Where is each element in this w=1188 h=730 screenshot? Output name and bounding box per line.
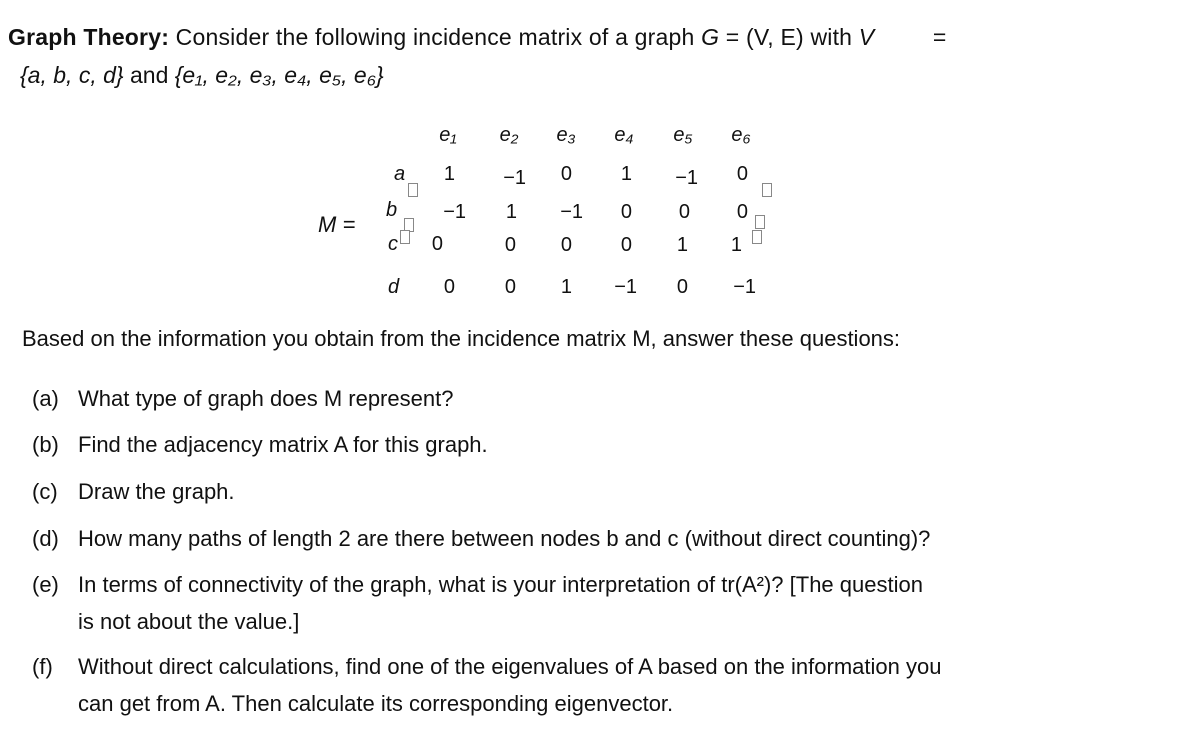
col-header-e5: e₅ [673,124,693,146]
missing-glyph-icon [755,215,765,229]
cell-b-e5: 0 [678,201,690,223]
intro-line-1 [8,18,947,56]
cell-d-e4: −1 [614,276,637,298]
cell-b-e6: 0 [736,201,748,223]
row-label-b: b [386,199,398,221]
intro-paragraph [8,18,947,94]
question-tag: (e) [32,572,59,597]
question-text: What type of graph does M represent? [78,386,454,411]
question-text: Draw the graph. [78,479,235,504]
row-label-d: d [388,276,400,298]
col-header-e3: e₃ [556,124,576,146]
question-tag: (f) [32,654,53,679]
cell-b-e3: −1 [560,201,583,223]
vertex-symbol: V [858,24,875,50]
question-tag: (a) [32,386,59,411]
missing-glyph-icon [762,183,772,197]
cell-b-e1: −1 [443,201,466,223]
question-b [32,432,488,458]
graph-symbol: G [701,24,720,50]
missing-glyph-icon [400,230,410,244]
question-text: Without direct calculations, find one of the eigenvalues of A based on the information you [78,654,942,679]
cell-d-e1: 0 [443,276,455,298]
graph-definition: = (V, E) with [725,24,853,50]
intro-text: Consider the following incidence matrix of a graph [175,24,695,50]
question-tag: (d) [32,526,59,551]
question-text-cont: is not about the value.] [78,609,300,634]
row-label-a: a [394,163,406,185]
intro-line-2 [8,56,947,94]
cell-c-e1: 0 [431,233,443,255]
missing-glyph-icon [408,183,418,197]
cell-b-e4: 0 [620,201,632,223]
cell-a-e5: −1 [675,167,698,189]
question-a [32,386,453,412]
row-label-c: c [388,233,398,255]
col-header-e6: e₆ [731,124,751,146]
question-text-cont: can get from A. Then calculate its corresponding eigenvector. [78,691,674,716]
cell-a-e6: 0 [736,163,748,185]
questions-prompt: Based on the information you obtain from the incidence matrix M, answer these questions: [22,326,901,351]
missing-glyph-icon [752,230,762,244]
cell-c-e2: 0 [504,234,516,256]
matrix-label: M = [318,212,356,237]
question-f [32,654,941,717]
col-header-e2: e₂ [499,124,519,146]
cell-d-e3: 1 [560,276,572,298]
cell-c-e5: 1 [676,234,688,256]
cell-b-e2: 1 [505,201,517,223]
cell-c-e3: 0 [560,234,572,256]
question-text: In terms of connectivity of the graph, what is your interpretation of tr(A²)? [The question [78,572,923,597]
cell-d-e5: 0 [676,276,688,298]
cell-c-e4: 0 [620,234,632,256]
cell-d-e2: 0 [504,276,516,298]
question-d [32,526,930,552]
section-title: Graph Theory: [8,24,170,50]
question-text: Find the adjacency matrix A for this graph. [78,432,488,457]
question-text: How many paths of length 2 are there between nodes b and c (without direct counting)? [78,526,931,551]
col-header-e1: e₁ [439,124,457,146]
cell-a-e3: 0 [560,163,572,185]
cell-a-e1: 1 [443,163,455,185]
cell-a-e4: 1 [620,163,632,185]
question-tag: (b) [32,432,59,457]
edge-set: {e₁, e₂, e₃, e₄, e₅, e₆} [174,62,384,88]
question-e [32,572,923,635]
and-word: and [129,62,169,88]
cell-a-e2: −1 [503,167,526,189]
cell-d-e6: −1 [733,276,756,298]
vertex-set: {a, b, c, d} [20,62,124,88]
question-tag: (c) [32,479,58,504]
col-header-e4: e₄ [614,124,634,146]
equals-sign: = [932,24,947,50]
cell-c-e6: 1 [730,234,742,256]
question-c [32,479,235,505]
